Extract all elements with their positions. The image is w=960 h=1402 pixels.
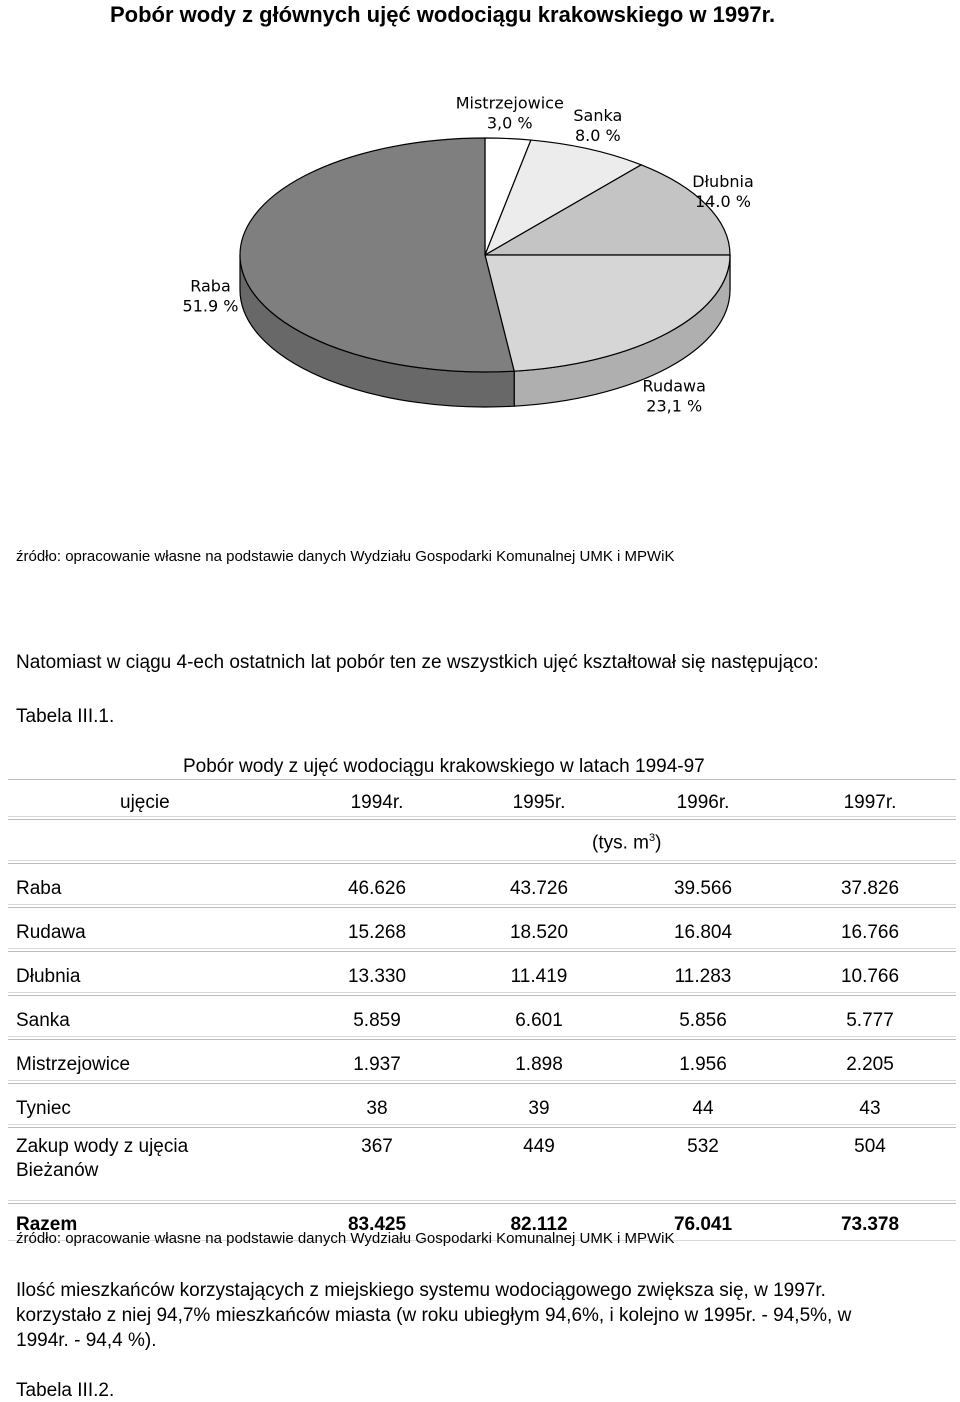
table-row [8,1127,956,1201]
residents-paragraph-line: 1994r. - 94,4 %). [16,1330,157,1351]
cell-value: 11.419 [510,966,568,987]
pie-value-dlubnia: 14.0 % [695,191,751,211]
table-row [8,907,956,949]
pie-chart [160,80,800,440]
table-row [8,1039,956,1081]
cell-value: 44 [692,1098,714,1119]
table-label: Tabela III.1. [16,706,115,727]
table-row [8,863,956,905]
cell-value: 449 [523,1136,555,1157]
residents-paragraph-line: Ilość mieszkańców korzystających z miejskiego systemu wodociągowego zwiększa się, w 1997r. [16,1280,826,1301]
cell-value: 16.804 [673,922,733,943]
cell-value: 10.766 [840,966,900,987]
cell-value: 18.520 [509,922,569,943]
table-label: Tabela III.2. [16,1380,115,1401]
cell-value: 37.826 [840,878,900,899]
residents-paragraph-line: korzystało z niej 94,7% mieszkańców miasta (w roku ubiegłym 94,6%, i kolejno w 1995r. - 94,5%, w [16,1305,852,1326]
cell-value: 15.268 [347,922,407,943]
row-name: Tyniec [16,1098,71,1119]
header-cell-1995: 1995r. [512,792,566,813]
total-value: 76.041 [673,1214,733,1235]
cell-value: 39.566 [673,878,733,899]
cell-value: 1.937 [353,1054,401,1075]
header-cell-ujecie: ujęcie [120,792,170,813]
cell-value: 6.601 [515,1010,563,1031]
pie-value-raba: 51.9 % [182,296,239,316]
total-value: 73.378 [840,1214,900,1235]
pie-label-mistrzejowice: Mistrzejowice [455,93,564,113]
pie-label-sanka: Sanka [573,106,623,126]
cell-value: 43 [859,1098,881,1119]
cell-value: 5.856 [679,1010,727,1031]
pie-label-dlubnia: Dłubnia [692,171,754,191]
pie-slice-rudawa [485,255,730,371]
intro-paragraph: Natomiast w ciągu 4-ech ostatnich lat pobór ten ze wszystkich ujęć kształtował się następująco: [16,652,819,673]
unit-row [8,819,956,861]
table-title: Pobór wody z ujęć wodociągu krakowskiego w latach 1994-97 [183,756,705,777]
page-title: Pobór wody z głównych ujęć wodociągu krakowskiego w 1997r. [110,2,776,27]
total-value: 83.425 [347,1214,407,1235]
total-value: 82.112 [510,1214,568,1235]
cell-value: 5.859 [353,1010,401,1031]
cell-value: 367 [361,1136,393,1157]
cell-value: 13.330 [347,966,407,987]
cell-value: 5.777 [846,1010,894,1031]
header-cell-1997: 1997r. [843,792,897,813]
table-row [8,1083,956,1125]
unit-label: (tys. $m^3$) [592,832,662,854]
cell-value: 16.766 [840,922,900,943]
cell-value: 43.726 [509,878,569,899]
cell-value: 11.283 [674,966,732,987]
pie-value-mistrzejowice: 3,0 % [486,113,533,133]
total-label: Razem [16,1214,78,1235]
pie-label-rudawa: Rudawa [642,376,706,396]
pie-label-raba: Raba [190,276,231,296]
row-name: Raba [16,878,62,899]
row-name: Zakup wody z ujęcia [16,1136,189,1157]
row-name-continued: Bieżanów [16,1160,99,1181]
cell-value: 2.205 [846,1054,894,1075]
table-header-row [8,779,956,817]
cell-value: 1.898 [515,1054,563,1075]
cell-value: 1.956 [679,1054,727,1075]
table-row [8,995,956,1037]
cell-value: 504 [854,1136,886,1157]
pie-value-rudawa: 23,1 % [646,396,703,416]
source-note: źródło: opracowanie własne na podstawie danych Wydziału Gospodarki Komunalnej UMK i MPWiK [16,548,675,565]
row-name: Dłubnia [16,966,81,987]
row-name: Mistrzejowice [16,1054,131,1075]
cell-value: 38 [366,1098,388,1119]
pie-slices [240,138,730,372]
cell-value: 46.626 [347,878,407,899]
cell-value: 39 [528,1098,550,1119]
header-cell-1996: 1996r. [676,792,730,813]
data-table [8,779,956,1243]
source-note: źródło: opracowanie własne na podstawie danych Wydziału Gospodarki Komunalnej UMK i MPWiK [16,1230,675,1247]
header-cell-1994: 1994r. [350,792,404,813]
cell-value: 532 [687,1136,719,1157]
row-name: Rudawa [16,922,86,943]
pie-value-sanka: 8.0 % [574,126,621,146]
table-row [8,951,956,993]
row-name: Sanka [16,1010,70,1031]
